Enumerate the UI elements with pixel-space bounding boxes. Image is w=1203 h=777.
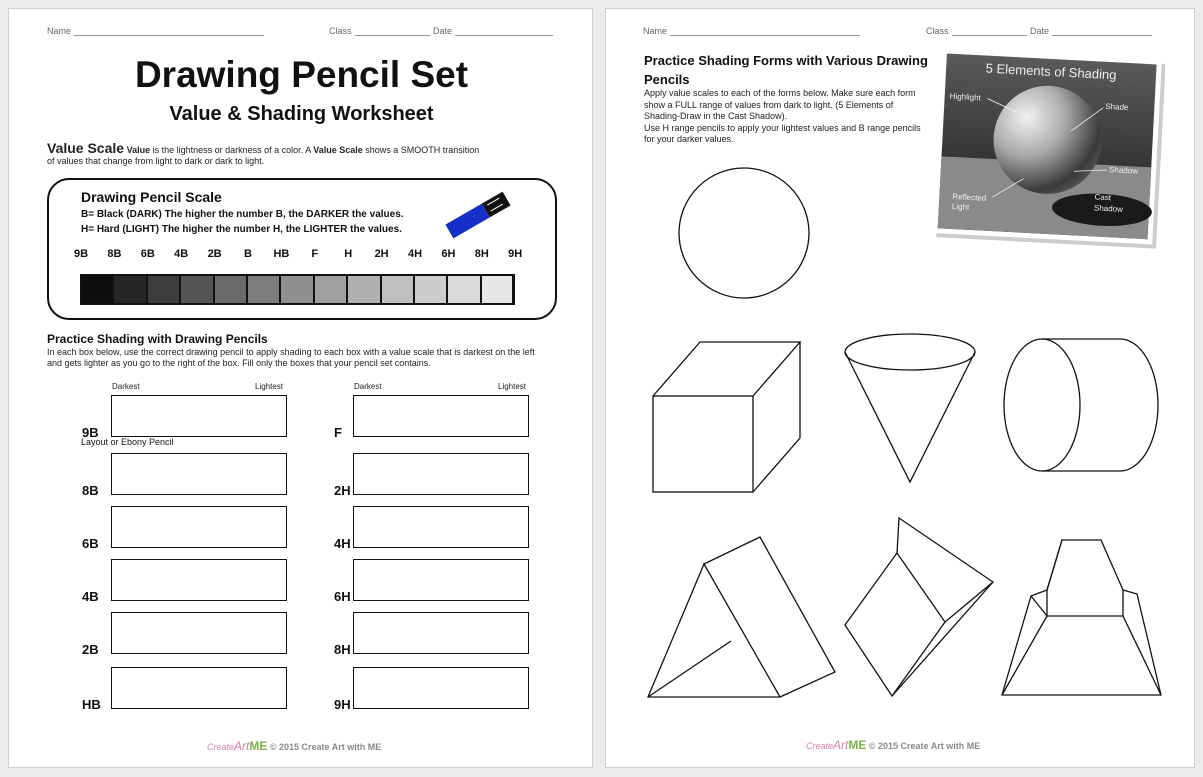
shading-practice-box[interactable] [353,506,529,548]
value-scale-cell [482,274,515,305]
layout-pencil-note: Layout or Ebony Pencil [81,437,174,447]
scale-label-9h: 9H [508,248,523,260]
class-field[interactable] [329,26,430,36]
footer: CreateArtME © 2015 Create Art with ME [207,739,382,753]
scale-label-9b: 9B [73,248,89,260]
value-scale-cell [348,274,381,305]
practice-label: F [334,425,342,440]
shading-practice-box[interactable] [353,667,529,709]
scale-label-b: B [244,248,252,260]
scale-label-2b: 2B [207,248,222,260]
pencil-scale-h-line: H= Hard (LIGHT) The higher the number H, the LIGHTER the values. [81,224,402,235]
shading-practice-box[interactable] [353,612,529,654]
scale-label-hb: HB [273,248,290,260]
practice-label: 6H [334,589,351,604]
practice-label: 9B [82,425,99,440]
shading-forms [605,0,1195,777]
scale-label-4b: 4B [174,248,189,260]
practice-label: 4B [82,589,99,604]
forms-instructions: Apply value scales to each of the forms below. Make sure each form show a FULL range of values from dark to light. (5 Elements of Shading-Draw in the Cast Shadow). Use H range pencils to apply your lightest values and B range pencils for your darker values. [644,88,921,144]
date-field[interactable] [433,26,553,36]
practice-heading: Practice Shading with Drawing Pencils [47,332,268,346]
forms-heading: Practice Shading Forms with Various Drawing Pencils [644,53,928,87]
cube-icon [653,342,800,492]
shading-practice-box[interactable] [111,453,287,495]
class-label: Class [329,26,352,36]
circle-icon [679,168,809,298]
shading-practice-box[interactable] [111,667,287,709]
practice-label: 8B [82,483,99,498]
shading-practice-box[interactable] [353,559,529,601]
scale-label-4h: 4H [407,248,423,260]
shading-practice-box[interactable] [353,453,529,495]
value-scale-cell [448,274,481,305]
scale-label-6h: 6H [441,248,456,260]
value-scale-cell [248,274,281,305]
pencil-scale-title: Drawing Pencil Scale [81,189,222,205]
shading-practice-box[interactable] [353,395,529,437]
value-scale-cell [382,274,415,305]
scale-label-8h: 8H [474,248,489,260]
name-label-right: Name [643,26,668,36]
lightest-label-left: Lightest [255,382,284,391]
shading-practice-box[interactable] [111,395,287,437]
pencil-icon [441,187,516,242]
value-scale-cell [114,274,147,305]
value-scale-intro: Value Scale Value is the lightness or darkness of a color. A Value Scale shows a SMOOTH transition of values that change from light to dark or dark to light. [47,140,480,166]
scale-label-8b: 8B [107,248,122,260]
svg-text:Highlight: Highlight [949,91,982,103]
value-scale-cell [181,274,214,305]
practice-label: HB [82,697,101,712]
practice-label: 6B [82,536,99,551]
value-scale-cell [415,274,448,305]
date-label: Date [433,26,453,36]
darkest-label-right: Darkest [354,382,382,391]
scale-label-h: H [344,248,353,260]
worksheet-page-left [8,8,593,768]
svg-text:Shadow: Shadow [1108,165,1139,176]
practice-instructions: In each box below, use the correct drawing pencil to apply shading to each box with a value scale that is darkest on the left and gets lighter as you go to the right of the box. Fill only the boxes that your pencil set contains. [47,347,535,368]
practice-label: 8H [334,642,351,657]
practice-label: 4H [334,536,351,551]
date-label-right: Date [1030,26,1050,36]
value-scale-heading: Value Scale [47,140,125,156]
value-scale-cell [148,274,181,305]
svg-text:Reflected: Reflected [952,191,987,203]
scale-label-f: F [311,248,319,260]
practice-label: 9H [334,697,351,712]
cone-icon [845,334,975,482]
truncated-pyramid-icon [1002,540,1161,695]
svg-text:5 Elements of Shading: 5 Elements of Shading [985,60,1117,83]
rhombic-prism-icon [845,518,993,696]
darkest-label-left: Darkest [112,382,140,391]
value-scale-cell [81,274,114,305]
triangular-prism-icon [648,537,835,697]
cylinder-icon [1004,339,1158,471]
value-scale-cell [315,274,348,305]
svg-text:Light: Light [951,201,970,212]
shading-practice-box[interactable] [111,506,287,548]
footer-right: CreateArtME © 2015 Create Art with ME [806,738,981,752]
pencil-scale-b-line: B= Black (DARK) The higher the number B, the DARKER the values. [81,209,404,220]
name-field[interactable] [47,26,264,36]
name-label: Name [47,26,72,36]
class-label-right: Class [926,26,949,36]
value-scale-cell [281,274,314,305]
svg-text:Shade: Shade [1105,101,1129,113]
page-subtitle: Value & Shading Worksheet [169,103,434,125]
scale-label-2h: 2H [374,248,389,260]
svg-text:Cast: Cast [1094,192,1112,203]
practice-label: 2H [334,483,351,498]
practice-label: 2B [82,642,99,657]
page-title: Drawing Pencil Set [134,54,469,95]
shading-practice-box[interactable] [111,559,287,601]
lightest-label-right: Lightest [498,382,527,391]
shading-practice-box[interactable] [111,612,287,654]
svg-text:Shadow: Shadow [1093,203,1124,214]
value-scale-cell [215,274,248,305]
scale-label-6b: 6B [140,248,155,260]
